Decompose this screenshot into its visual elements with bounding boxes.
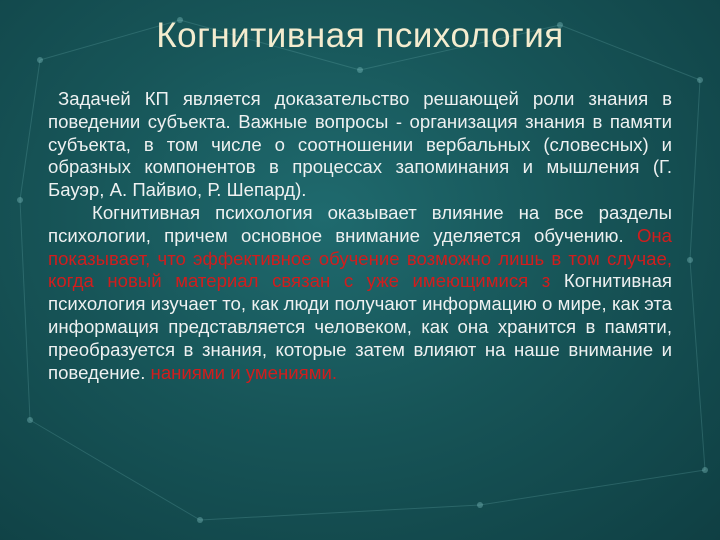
paragraph-2-tail: наниями и умениями. [150, 361, 338, 383]
paragraph-2-start: Когнитивная психология оказывает влияние на все разделы психологии, причем основное внимание уделяется обучению. [48, 201, 672, 246]
paragraph-2-overlap-text: Когнитивная психология изучает то, как люди получают информацию о мире, как эта информация представляется человеком, как она хранится в памяти, преобразуется в знания, которые затем влияют на наше внимание и поведение. [48, 270, 672, 383]
slide-title: Когнитивная психология [156, 16, 564, 55]
paragraph-1: Задачей КП является доказательство решающей роли знания в поведении субъекта. Важные вопросы - организация знания в памяти субъекта, в том числе о соотношении вербальных (словесных) и образных компонентов в процессах запоминания и мышления (Г. Бауэр, А. Пайвио, Р. Шепард). [48, 88, 672, 201]
slide-body [48, 88, 672, 384]
paragraph-2-red-text: Она показывает, что эффективное обучение возможно лишь в том случае, когда новый материал связан с уже имеющимися з [48, 224, 673, 292]
paragraph-2 [48, 202, 672, 384]
